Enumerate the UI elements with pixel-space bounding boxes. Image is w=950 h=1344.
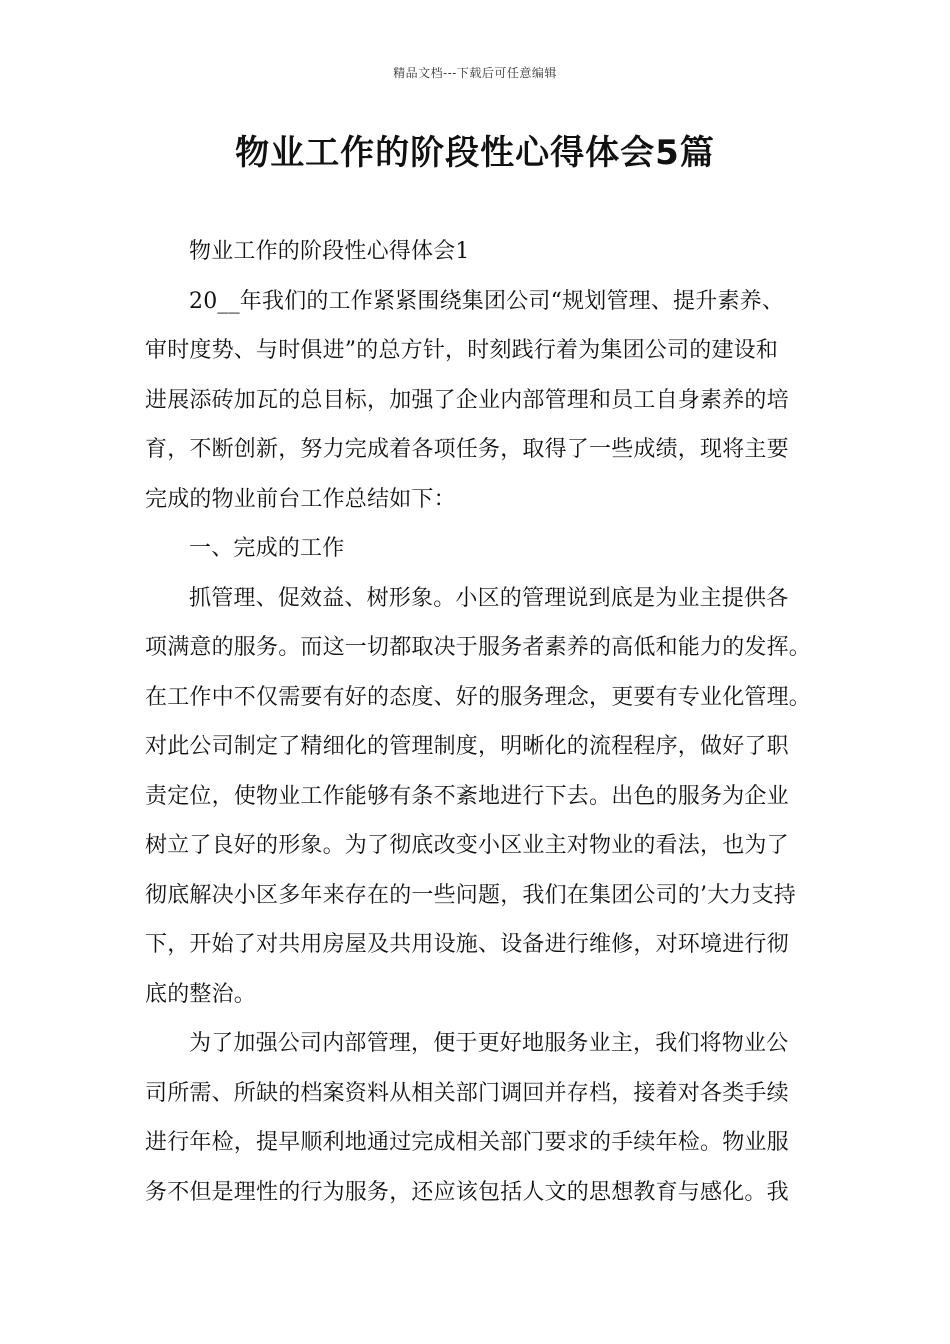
text-line: 下，开始了对共用房屋及共用设施、设备进行维修，对环境进行彻 [145, 932, 789, 957]
text-line: 树立了良好的形象。为了彻底改变小区业主对物业的看法，也为了 [145, 833, 789, 858]
text-line: 抓管理、促效益、树形象。小区的管理说到底是为业主提供各 [189, 585, 789, 611]
text-line: 育，不断创新，努力完成着各项任务，取得了一些成绩，现将主要 [145, 437, 789, 462]
paragraph-internal-management [145, 1019, 807, 1217]
text-line: 责定位，使物业工作能够有条不紊地进行下去。出色的服务为企业 [145, 783, 789, 809]
paragraph-section-heading-1 [145, 227, 807, 277]
header-note: 精品文档---下载后可任意编辑 [393, 66, 557, 80]
text-line: 为了加强公司内部管理，便于更好地服务业主，我们将物业公 [189, 1031, 789, 1056]
text-line: 一、完成的工作 [189, 536, 345, 561]
text-line: 审时度势、与时俱进”的总方针，时刻践行着为集团公司的建设和 [145, 338, 779, 363]
paragraph-management [145, 574, 812, 1020]
paragraph-intro [145, 277, 807, 525]
document-title: 物业工作的阶段性心得体会5篇 [235, 133, 715, 173]
text-line: 进行年检，提早顺利地通过完成相关部门要求的手续年检。物业服 [145, 1130, 789, 1155]
text-line: 在工作中不仅需要有好的态度、好的服务理念，更要有专业化管理。 [145, 684, 812, 710]
text-line: 务不但是理性的行为服务，还应该包括人文的思想教育与感化。我 [145, 1179, 789, 1205]
paragraph-subheading-completed-work [145, 524, 807, 574]
text-line: 底的整治。 [145, 981, 257, 1007]
text-line: 20__年我们的工作紧紧围绕集团公司“规划管理、提升素养、 [189, 288, 785, 314]
text-line: 完成的物业前台工作总结如下： [145, 486, 456, 512]
text-line: 对此公司制定了精细化的管理制度，明晰化的流程程序，做好了职 [145, 734, 789, 759]
document-body [145, 227, 812, 1217]
text-line: 彻底解决小区多年来存在的一些问题，我们在集团公司的’大力支持 [145, 882, 796, 908]
text-line: 司所需、所缺的档案资料从相关部门调回并存档，接着对各类手续 [145, 1080, 789, 1106]
text-line: 进展添砖加瓦的总目标，加强了企业内部管理和员工自身素养的培 [145, 387, 789, 413]
text-line: 项满意的服务。而这一切都取决于服务者素养的高低和能力的发挥。 [145, 635, 812, 660]
text-line: 物业工作的阶段性心得体会1 [189, 239, 470, 264]
